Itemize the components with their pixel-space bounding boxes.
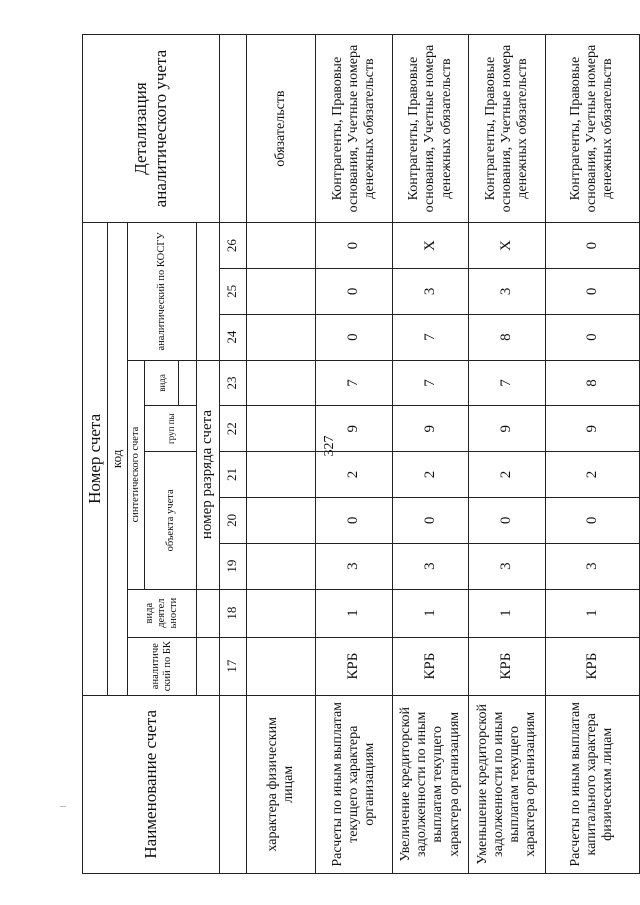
header-detail: Детализация аналитического учета <box>83 35 220 223</box>
row-cell: 1 <box>392 589 468 637</box>
row-cell: 9 <box>316 406 392 452</box>
row-name: Увеличение кредиторской задолженности по иным выплатам текущего характера организациям <box>392 695 468 873</box>
header-synthetic: синтетического счета <box>128 360 145 589</box>
row-cell: 3 <box>392 543 468 589</box>
row-cell <box>246 637 316 695</box>
header-code: код <box>108 223 128 695</box>
accounts-table <box>82 34 640 874</box>
header-kind-blank <box>179 360 197 406</box>
row-name: Уменьшение кредиторской задолженности по иным выплатам текущего характера организациям <box>469 695 545 873</box>
row-cell: КРБ <box>545 637 639 695</box>
table-row <box>316 35 392 874</box>
row-cell <box>246 223 316 269</box>
row-cell: 1 <box>316 589 392 637</box>
header-account-number: Номер счета <box>83 223 108 695</box>
row-cell: Х <box>392 223 468 269</box>
row-cell: 0 <box>545 223 639 269</box>
table-row <box>392 35 468 874</box>
row-cell: 0 <box>316 497 392 543</box>
row-cell: 0 <box>392 497 468 543</box>
digit-20: 20 <box>219 497 246 543</box>
row-cell <box>246 268 316 314</box>
header-activity-type: вида деятел ьности <box>128 589 197 637</box>
header-digit-number: номер разряда счета <box>197 360 220 589</box>
row-cell: 0 <box>316 268 392 314</box>
digit-19: 19 <box>219 543 246 589</box>
row-cell: 0 <box>469 497 545 543</box>
digit-25: 25 <box>219 268 246 314</box>
digit-21: 21 <box>219 452 246 498</box>
row-cell: 1 <box>545 589 639 637</box>
row-cell <box>246 360 316 406</box>
digit-22: 22 <box>219 406 246 452</box>
digit-23: 23 <box>219 360 246 406</box>
row-cell: КРБ <box>316 637 392 695</box>
row-cell: Х <box>469 223 545 269</box>
row-detail: Контрагенты, Правовые основания, Учетные номера денежных обязательств <box>469 35 545 223</box>
header-group: груп пы <box>145 406 197 452</box>
digit-18: 18 <box>219 589 246 637</box>
row-cell: 3 <box>469 268 545 314</box>
rotated-table-container <box>82 34 640 874</box>
header-digit-right-blank <box>197 223 220 360</box>
row-cell: 0 <box>545 314 639 360</box>
header-kind: вида <box>145 360 179 406</box>
header-analytic-bk: аналитиче ский по БК <box>128 637 197 695</box>
row-name: Расчеты по иным выплатам текущего характера организациям <box>316 695 392 873</box>
header-digit-name-blank <box>219 695 246 873</box>
row-detail: обязательств <box>246 35 316 223</box>
row-name: Расчеты по иным выплатам капитального характера физическим лицам <box>545 695 639 873</box>
row-detail: Контрагенты, Правовые основания, Учетные номера денежных обязательств <box>316 35 392 223</box>
row-detail: Контрагенты, Правовые основания, Учетные номера денежных обязательств <box>545 35 639 223</box>
header-analytic-kosgu: аналитический по КОСГУ <box>128 223 197 360</box>
row-cell: 7 <box>392 314 468 360</box>
row-cell: 7 <box>469 360 545 406</box>
row-cell: 0 <box>545 268 639 314</box>
row-name: характера физическим лицам <box>246 695 316 873</box>
row-cell <box>246 406 316 452</box>
digit-17: 17 <box>219 637 246 695</box>
row-cell: 2 <box>469 452 545 498</box>
row-cell <box>246 497 316 543</box>
row-cell: КРБ <box>392 637 468 695</box>
row-cell: 3 <box>316 543 392 589</box>
table-row <box>545 35 639 874</box>
scan-mark <box>60 806 66 807</box>
row-cell: 1 <box>469 589 545 637</box>
row-cell: 7 <box>316 360 392 406</box>
row-cell: 0 <box>545 497 639 543</box>
row-cell: 9 <box>545 406 639 452</box>
header-digit-left-blank <box>197 637 220 695</box>
row-cell: 2 <box>545 452 639 498</box>
row-cell: 0 <box>316 314 392 360</box>
table-row <box>246 35 316 874</box>
header-digit-detail-blank <box>219 35 246 223</box>
page-number: 327 <box>322 435 337 457</box>
row-cell: 3 <box>469 543 545 589</box>
row-cell: 8 <box>545 360 639 406</box>
header-digit-left-blank <box>197 589 220 637</box>
header-name: Наименование счета <box>83 695 220 873</box>
header-accounting-object: объекта учета <box>145 452 197 589</box>
digit-24: 24 <box>219 314 246 360</box>
table-row <box>469 35 545 874</box>
row-cell: 2 <box>316 452 392 498</box>
row-detail: Контрагенты, Правовые основания, Учетные номера денежных обязательств <box>392 35 468 223</box>
row-cell <box>246 589 316 637</box>
row-cell: 3 <box>545 543 639 589</box>
digit-26: 26 <box>219 223 246 269</box>
row-cell: 7 <box>392 360 468 406</box>
row-cell: 8 <box>469 314 545 360</box>
row-cell: КРБ <box>469 637 545 695</box>
row-cell <box>246 314 316 360</box>
row-cell: 3 <box>392 268 468 314</box>
row-cell <box>246 543 316 589</box>
row-cell: 2 <box>392 452 468 498</box>
row-cell <box>246 452 316 498</box>
row-cell: 9 <box>392 406 468 452</box>
row-cell: 9 <box>469 406 545 452</box>
row-cell: 0 <box>316 223 392 269</box>
